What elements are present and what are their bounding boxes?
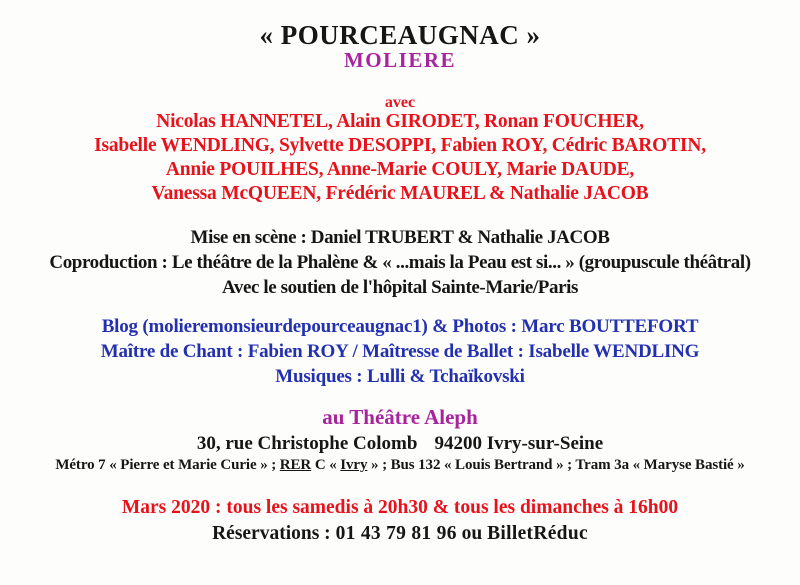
reservation-booking-site: BilletRéduc (487, 523, 588, 544)
transit-bus-tram: » ; Bus 132 « Louis Bertrand » ; Tram 3a « Maryse Bastié » (367, 457, 745, 473)
cast-intro: avec (384, 94, 416, 111)
cast-line-3: Annie POUILHES, Anne-Marie COULY, Marie DAUDE, (165, 159, 635, 180)
venue-address (0, 433, 800, 455)
chant-ballet-credit: Maître de Chant : Fabien ROY / Maîtresse de Ballet : Isabelle WENDLING (100, 341, 700, 362)
transit-metro: Métro 7 « Pierre et Marie Curie » ; (55, 457, 280, 473)
transit-directions (0, 457, 800, 474)
cast-line-2: Isabelle WENDLING, Sylvette DESOPPI, Fabien ROY, Cédric BAROTIN, (94, 135, 706, 156)
cast-line-4: Vanessa McQUEEN, Frédéric MAUREL & Nathalie JACOB (151, 183, 649, 204)
director-credit: Mise en scène : Daniel TRUBERT & Nathalie JACOB (190, 227, 610, 248)
venue-name: au Théâtre Aleph (322, 405, 478, 429)
address-street: 30, rue Christophe Colomb (196, 433, 418, 454)
blog-photos-credit: Blog (molieremonsieurdepourceaugnac1) & Photos : Marc BOUTTEFORT (101, 316, 699, 337)
schedule-dates: Mars 2020 : tous les samedis à 20h30 & tous les dimanches à 16h00 (121, 497, 679, 518)
reservation-label: Réservations : (212, 523, 336, 544)
reservation-phone: 01 43 79 81 96 (335, 523, 457, 544)
transit-rer-label: RER (279, 457, 312, 473)
coproduction-credit: Coproduction : Le théâtre de la Phalène & « ...mais la Peau est si... » (groupuscule théâtral) (49, 252, 751, 273)
cast-line-1: Nicolas HANNETEL, Alain GIRODET, Ronan FOUCHER, (156, 111, 644, 132)
transit-rer-station: Ivry (340, 457, 368, 473)
author-name: MOLIERE (343, 48, 456, 72)
music-credit: Musiques : Lulli & Tchaïkovski (275, 366, 525, 387)
transit-rer-line: C « (311, 457, 341, 473)
play-title: « POURCEAUGNAC » (259, 20, 541, 50)
reservation-separator: ou (456, 523, 488, 544)
reservation-info (0, 523, 800, 545)
address-city: 94200 Ivry-sur-Seine (434, 433, 604, 454)
support-credit: Avec le soutien de l'hôpital Sainte-Marie/Paris (221, 277, 579, 298)
